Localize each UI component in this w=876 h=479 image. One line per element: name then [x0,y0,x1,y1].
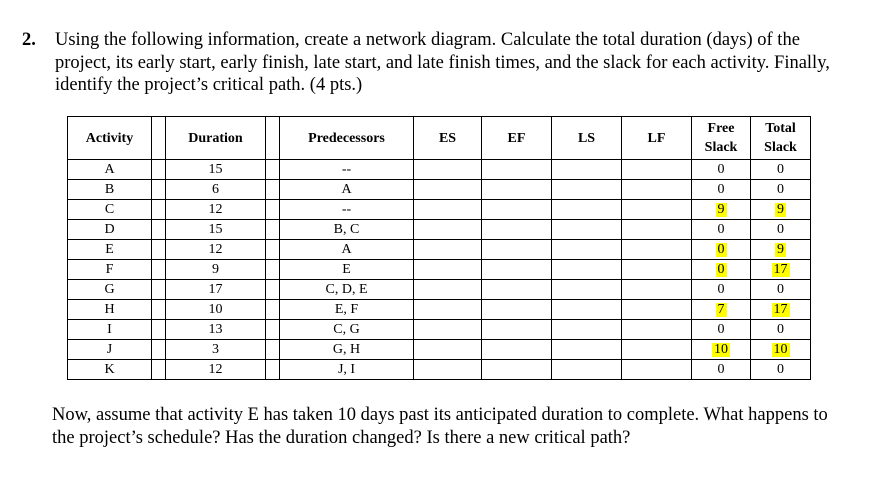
table-row [68,260,811,280]
cell-lf [622,240,692,260]
table-row [68,180,811,200]
cell-spacer [266,180,280,200]
cell-ef [482,160,552,180]
cell-duration: 9 [166,260,266,280]
cell-predecessors: C, G [280,320,414,340]
cell-free-slack [692,340,751,360]
highlighted-value: 0 [717,262,725,277]
question-text: Using the following information, create a network diagram. Calculate the total duration (days) of the project, its early start, early finish, late start, and late finish times, and the slack for each activity. Finally, identify the project’s critical path. (4 pts.) [55,30,830,95]
highlighted-value: 17 [773,262,788,277]
cell-predecessors: -- [280,200,414,220]
cell-predecessors: A [280,240,414,260]
cell-ls [552,360,622,380]
header-duration: Duration [166,117,266,160]
cell-spacer [152,160,166,180]
schedule-table [67,116,811,380]
cell-free-slack [692,300,751,320]
table-row [68,220,811,240]
cell-spacer [152,300,166,320]
cell-lf [622,260,692,280]
cell-spacer [266,300,280,320]
cell-es [414,180,482,200]
cell-duration: 10 [166,300,266,320]
cell-spacer [266,240,280,260]
cell-ef [482,320,552,340]
cell-lf [622,320,692,340]
highlighted-value: 10 [714,342,728,357]
cell-ef [482,240,552,260]
cell-ls [552,160,622,180]
cell-predecessors: E, F [280,300,414,320]
cell-ls [552,220,622,240]
highlighted-value: 10 [773,342,788,357]
cell-lf [622,340,692,360]
cell-ef [482,200,552,220]
cell-spacer [266,280,280,300]
table-row [68,320,811,340]
cell-ef [482,260,552,280]
cell-free-slack [692,200,751,220]
cell-activity: A [68,160,152,180]
cell-lf [622,180,692,200]
table-header-row [68,117,811,160]
cell-free-slack: 0 [692,360,751,380]
cell-predecessors: -- [280,160,414,180]
header-lf: LF [622,117,692,160]
cell-spacer [152,240,166,260]
cell-total-slack [751,340,811,360]
highlighted-value: 7 [717,302,725,317]
cell-ls [552,200,622,220]
highlighted-value: 9 [777,242,784,257]
table-row [68,280,811,300]
cell-activity: H [68,300,152,320]
highlighted-value: 17 [773,302,788,317]
cell-activity: F [68,260,152,280]
cell-duration: 3 [166,340,266,360]
cell-duration: 12 [166,200,266,220]
cell-duration: 15 [166,160,266,180]
highlighted-value: 0 [717,242,725,257]
cell-total-slack: 0 [751,280,811,300]
cell-total-slack [751,260,811,280]
cell-spacer [266,220,280,240]
cell-free-slack: 0 [692,160,751,180]
header-ef: EF [482,117,552,160]
header-total-slack: Total Slack [751,117,811,160]
cell-spacer [152,320,166,340]
cell-duration: 6 [166,180,266,200]
header-spacer [266,117,280,160]
cell-predecessors: G, H [280,340,414,360]
table-row [68,200,811,220]
cell-duration: 12 [166,240,266,260]
cell-ef [482,360,552,380]
cell-es [414,160,482,180]
table-row [68,240,811,260]
cell-free-slack: 0 [692,180,751,200]
cell-lf [622,200,692,220]
cell-spacer [266,160,280,180]
cell-total-slack [751,300,811,320]
header-ls: LS [552,117,622,160]
cell-free-slack: 0 [692,320,751,340]
cell-ef [482,300,552,320]
cell-es [414,360,482,380]
cell-es [414,320,482,340]
cell-es [414,300,482,320]
cell-ef [482,340,552,360]
cell-spacer [266,360,280,380]
cell-total-slack [751,200,811,220]
cell-duration: 12 [166,360,266,380]
cell-activity: C [68,200,152,220]
cell-ls [552,260,622,280]
cell-spacer [152,280,166,300]
question-number: 2. [22,30,36,50]
followup-question: Now, assume that activity E has taken 10 days past its anticipated duration to complete. What happens to the project’s schedule? Has the duration changed? Is there a new critical path? [52,405,828,448]
cell-es [414,200,482,220]
cell-predecessors: B, C [280,220,414,240]
cell-duration: 17 [166,280,266,300]
cell-spacer [152,340,166,360]
cell-es [414,280,482,300]
cell-ls [552,240,622,260]
cell-lf [622,220,692,240]
cell-free-slack: 0 [692,280,751,300]
question-2 [22,29,852,97]
table-row [68,160,811,180]
highlighted-value: 9 [777,202,784,217]
cell-es [414,220,482,240]
cell-es [414,340,482,360]
header-predecessors: Predecessors [280,117,414,160]
cell-spacer [152,220,166,240]
cell-total-slack: 0 [751,320,811,340]
cell-es [414,240,482,260]
cell-duration: 15 [166,220,266,240]
cell-total-slack: 0 [751,180,811,200]
header-spacer [152,117,166,160]
cell-activity: K [68,360,152,380]
cell-lf [622,360,692,380]
cell-activity: B [68,180,152,200]
cell-activity: E [68,240,152,260]
table-row [68,300,811,320]
cell-predecessors: E [280,260,414,280]
cell-spacer [152,260,166,280]
header-free-slack: Free Slack [692,117,751,160]
cell-duration: 13 [166,320,266,340]
cell-spacer [266,200,280,220]
header-activity: Activity [68,117,152,160]
cell-ls [552,280,622,300]
cell-predecessors: J, I [280,360,414,380]
header-es: ES [414,117,482,160]
cell-activity: J [68,340,152,360]
cell-total-slack: 0 [751,360,811,380]
cell-es [414,260,482,280]
cell-ls [552,340,622,360]
cell-ef [482,220,552,240]
cell-lf [622,160,692,180]
cell-ef [482,180,552,200]
table-body [68,160,811,380]
cell-lf [622,300,692,320]
cell-ls [552,180,622,200]
cell-total-slack: 0 [751,220,811,240]
highlighted-value: 9 [717,202,725,217]
cell-total-slack: 0 [751,160,811,180]
cell-spacer [266,260,280,280]
cell-free-slack [692,260,751,280]
cell-spacer [152,180,166,200]
cell-spacer [152,360,166,380]
table-row [68,340,811,360]
cell-activity: I [68,320,152,340]
cell-spacer [266,320,280,340]
cell-free-slack [692,240,751,260]
cell-ls [552,300,622,320]
cell-predecessors: A [280,180,414,200]
cell-activity: G [68,280,152,300]
cell-activity: D [68,220,152,240]
cell-free-slack: 0 [692,220,751,240]
cell-lf [622,280,692,300]
table-row [68,360,811,380]
cell-total-slack [751,240,811,260]
cell-predecessors: C, D, E [280,280,414,300]
cell-ef [482,280,552,300]
cell-spacer [152,200,166,220]
cell-spacer [266,340,280,360]
cell-ls [552,320,622,340]
